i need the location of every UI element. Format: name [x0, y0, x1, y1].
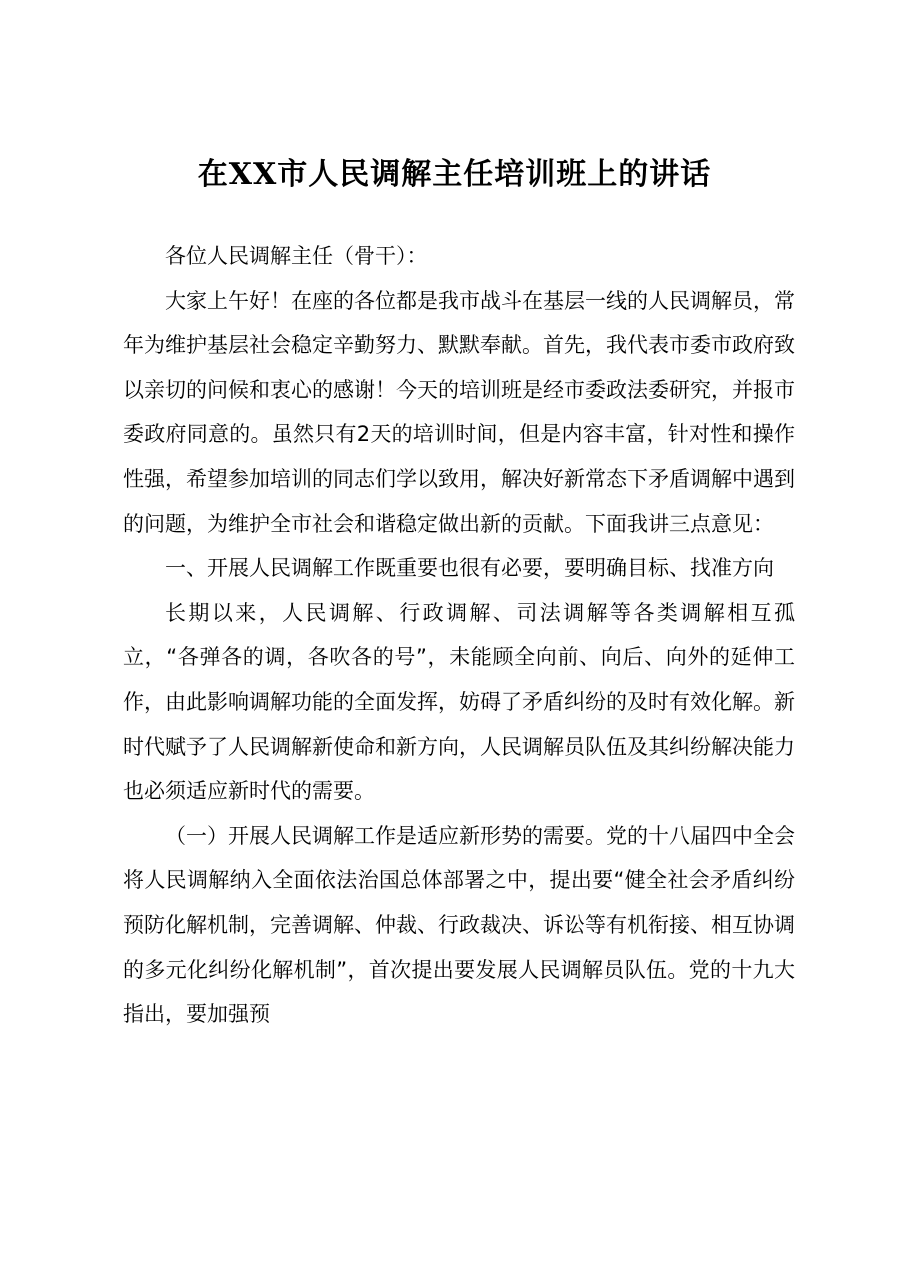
section-heading-1: 一、开展人民调解工作既重要也很有必要，要明确目标、找准方向: [165, 556, 774, 581]
paragraph-subsection-1: （一）开展人民调解工作是适应新形势的需要。党的十八届四中全会将人民调解纳入全面依法治国总体部署之中，提出要“健全社会矛盾纠纷预防化解机制，完善调解、仲裁、行政裁决、诉讼等有机衔接、相互协调的多元化纠纷化解机制”，首次提出要发展人民调解员队伍。党的十九大指出，要加强预: [123, 823, 795, 1027]
salutation: 各位人民调解主任（骨干）：: [165, 244, 428, 268]
document-title: 在XX市人民调解主任培训班上的讲话: [197, 157, 712, 192]
paragraph-greeting: 大家上午好！在座的各位都是我市战斗在基层一线的人民调解员，常年为维护基层社会稳定辛勤努力、默默奉献。首先，我代表市委市政府致以亲切的问候和衷心的感谢！今天的培训班是经市委政法委研究，并报市委政府同意的。虽然只有2天的培训时间，但是内容丰富，针对性和操作性强，希望参加培训的同志们学以致用，解决好新常态下矛盾调解中遇到的问题，为维护全市社会和谐稳定做出新的贡献。下面我讲三点意见：: [123, 288, 795, 536]
paragraph-background: 长期以来，人民调解、行政调解、司法调解等各类调解相互孤立，“各弹各的调，各吹各的号”，未能顾全向前、向后、向外的延伸工作，由此影响调解功能的全面发挥，妨碍了矛盾纠纷的及时有效化解。新时代赋予了人民调解新使命和新方向，人民调解员队伍及其纠纷解决能力也必须适应新时代的需要。: [123, 600, 795, 804]
document-body: [123, 234, 795, 1037]
